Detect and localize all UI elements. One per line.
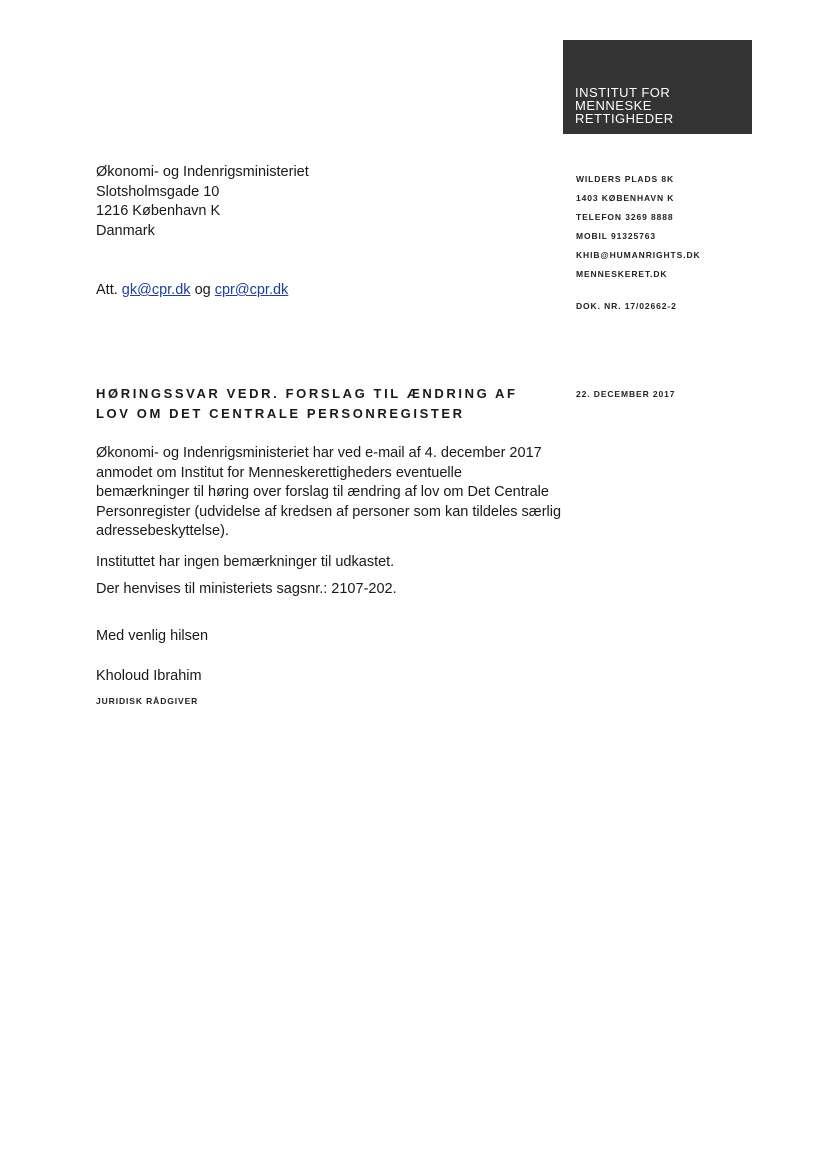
letter-date: 22. DECEMBER 2017 [576,389,676,399]
closing-greeting: Med venlig hilsen [96,628,209,644]
recipient-city: 1216 København K [96,203,221,219]
logo-line-3: RETTIGHEDER [575,111,674,126]
paragraph-line: adressebeskyttelse). [96,523,229,539]
subject-line-1: HØRINGSSVAR VEDR. FORSLAG TIL ÆNDRING AF [96,386,518,401]
logo-line-2: MENNESKE [575,98,652,113]
sender-city: 1403 KØBENHAVN K [576,193,675,203]
attention-prefix: Att. [96,282,118,298]
body-paragraph-2: Instituttet har ingen bemærkninger til udkastet. [96,554,395,570]
body-paragraph-3: Der henvises til ministeriets sagsnr.: 2107-202. [96,581,397,597]
paragraph-line: anmodet om Institut for Menneskerettigheders eventuelle [96,464,462,481]
email-link-gk[interactable]: gk@cpr.dk [121,282,191,298]
sender-email: KHIB@HUMANRIGHTS.DK [576,250,701,260]
recipient-address [96,163,309,241]
recipient-country: Danmark [96,222,155,239]
attention-line [96,282,288,298]
sender-street: WILDERS PLADS 8K [576,174,674,184]
email-link-cpr[interactable]: cpr@cpr.dk [214,282,289,298]
body-paragraph-1 [96,444,566,542]
recipient-name: Økonomi- og Indenrigsministeriet [96,164,309,180]
attention-joiner: og [194,282,211,298]
sender-mobile: MOBIL 91325763 [576,231,657,241]
sender-address [576,170,701,284]
subject-line-2: LOV OM DET CENTRALE PERSONREGISTER [96,406,465,421]
subject-heading [96,384,518,424]
sender-website: MENNESKERET.DK [576,269,668,279]
paragraph-line: Personregister (udvidelse af kredsen af personer som kan tildeles særlig [96,503,562,520]
recipient-street: Slotsholmsgade 10 [96,183,220,200]
paragraph-line: bemærkninger til høring over forslag til ændring af lov om Det Centrale [96,484,549,500]
paragraph-line: Økonomi- og Indenrigsministeriet har ved e-mail af 4. december 2017 [96,445,542,461]
signer-name: Kholoud Ibrahim [96,668,202,684]
document-number: DOK. NR. 17/02662-2 [576,301,677,311]
logo-line-1: INSTITUT FOR [575,85,671,100]
signer-title: JURIDISK RÅDGIVER [96,696,199,706]
sender-phone: TELEFON 3269 8888 [576,212,674,222]
institute-logo [563,40,752,134]
